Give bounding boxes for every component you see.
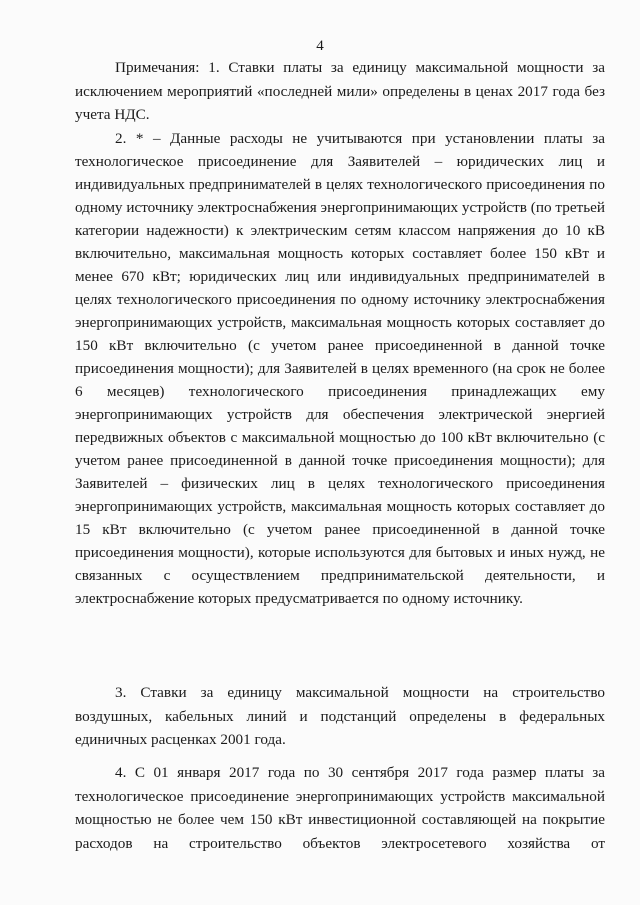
note-paragraph-3: 3. Ставки за единицу максимальной мощности на строительство воздушных, кабельных линий и подстанций определены в федеральных единичных расценках 2001 года. <box>75 684 605 749</box>
page-number: 4 <box>316 38 324 54</box>
note-paragraph-4: 4. С 01 января 2017 года по 30 сентября 2017 года размер платы за технологическое присоединение энергопринимающих устройств максимальной мощностью не более чем 150 кВт инвестиционной составляющей на покрытие расходов на строительство объектов электросетевого хозяйства от <box>75 764 605 853</box>
note-paragraph-2: 2. * – Данные расходы не учитываются при установлении платы за технологическое присоединение для Заявителей – юридических лиц и индивидуальных предпринимателей в целях технологического присоединения по одному источнику электроснабжения энергопринимающих устройств (по третьей категории надежности) к электрическим сетям классом напряжения до 10 кВ включительно, максимальная мощность которых составляет более 150 кВт и менее 670 кВт; юридических лиц или индивидуальных предпринимателей в целях технологического присоединения по одному источнику электроснабжения энергопринимающих устройств, максимальная мощность которых составляет до 150 кВт включительно (с учетом ранее присоединенной в данной точке присоединения мощности); для Заявителей в целях временного (на срок не более 6 месяцев) технологического присоединения принадлежащих ему энергопринимающих устройств для обеспечения электрической энергией передвижных объектов с максимальной мощностью до 100 кВт включительно (с учетом ранее присоединенной в данной точке присоединения мощности); для Заявителей – физических лиц в целях технологического присоединения энергопринимающих устройств, максимальная мощность которых составляет до 15 кВт включительно (с учетом ранее присоединенной в данной точке присоединения мощности), которые используются для бытовых и иных нужд, не связанных с осуществлением предпринимательской деятельности, и электроснабжение которых предусматривается по одному источнику. <box>75 130 605 607</box>
note-paragraph-1: Примечания: 1. Ставки платы за единицу максимальной мощности за исключением мероприятий «последней мили» определены в ценах 2017 года без учета НДС. <box>75 59 605 124</box>
